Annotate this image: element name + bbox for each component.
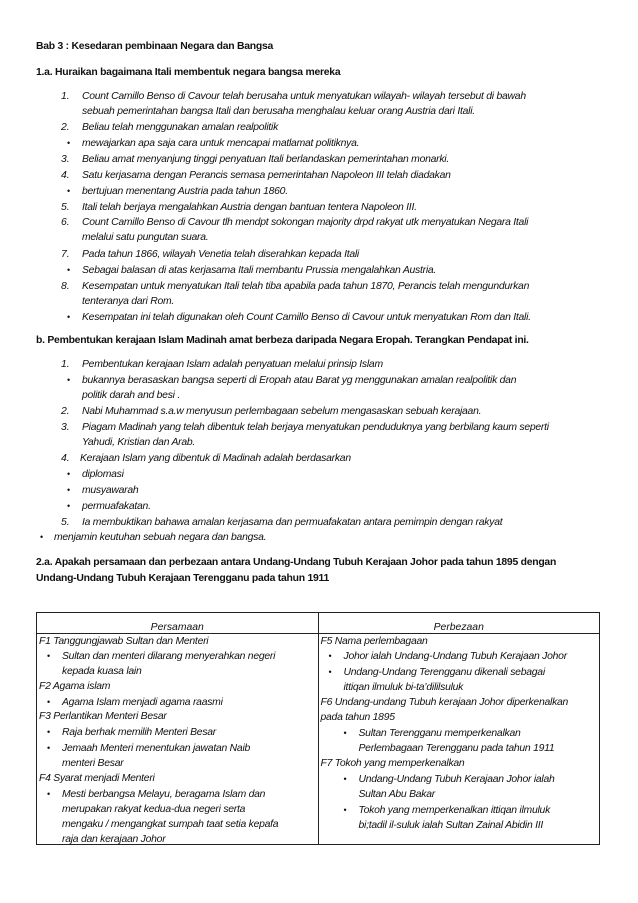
list-item-text: Yahudi, Kristian dan Arab.: [82, 437, 196, 448]
list-item-text: Count Camillo Benso di Cavour tlh mendpt sokongan majority drpd rakyat utk menyatukan Negara Itali: [82, 217, 529, 228]
list-number: 5.: [61, 517, 70, 528]
question-1a-heading: 1.a. Huraikan bagaimana Itali membentuk negara bangsa mereka: [36, 67, 341, 78]
table-cell-text: merupakan rakyat kedua-dua negeri serta: [62, 804, 246, 815]
table-cell-text: Tokoh yang memperkenalkan ittiqan ilmuluk: [358, 805, 551, 816]
bullet-icon: •: [67, 265, 71, 275]
list-number: 8.: [61, 281, 70, 292]
table-cell-text: raja dan kerajaan Johor: [62, 834, 166, 845]
list-item-text: Satu kerjasama dengan Perancis semasa pemerintahan Napoleon III telah diadakan: [82, 170, 451, 181]
list-number: 3.: [61, 154, 70, 165]
list-item-text: mewajarkan apa saja cara untuk mencapai matlamat politiknya.: [82, 138, 360, 149]
persamaan-cell: [37, 634, 319, 845]
table-cell-text: Raja berhak memilih Menteri Besar: [62, 727, 217, 738]
bullet-icon: •: [47, 727, 51, 737]
question-2a-heading: Undang-Undang Tubuh Kerajaan Terengganu pada tahun 1911: [36, 573, 329, 584]
bullet-icon: •: [67, 186, 71, 196]
feature-label: pada tahun 1895: [320, 712, 395, 723]
table-cell-text: kepada kuasa lain: [62, 666, 142, 677]
list-item-text: melalui satu pungutan suara.: [82, 232, 209, 243]
list-item-text: Kesempatan untuk menyatukan Itali telah tiba apabila pada tahun 1870, Perancis telah mengundurkan: [82, 281, 530, 292]
question-b-heading: b. Pembentukan kerajaan Islam Madinah amat berbeza daripada Negara Eropah. Terangkan Pendapat ini.: [36, 335, 529, 346]
table-cell-text: Agama Islam menjadi agama raasmi: [62, 697, 223, 708]
table-cell-text: menteri Besar: [62, 758, 124, 769]
list-item-text: bukannya berasaskan bangsa seperti di Eropah atau Barat yg menggunakan amalan realpolitik dan: [82, 375, 517, 386]
feature-label: F6 Undang-undang Tubuh kerajaan Johor diperkenalkan: [320, 697, 569, 708]
list-item-text: Sebagai balasan di atas kerjasama Itali membantu Prussia mengalahkan Austria.: [82, 265, 437, 276]
list-item-text: Kesempatan ini telah digunakan oleh Count Camillo Benso di Cavour untuk menyatukan Rom dan Itali.: [82, 312, 531, 323]
table-cell-text: Johor ialah Undang-Undang Tubuh Kerajaan Johor: [343, 651, 567, 662]
feature-label: F1 Tanggungjawab Sultan dan Menteri: [39, 636, 209, 647]
list-item-text: Pembentukan kerajaan Islam adalah penyatuan melalui prinsip Islam: [82, 359, 383, 370]
comparison-table: [36, 612, 600, 845]
bullet-icon: •: [67, 375, 71, 385]
list-item-text: Pada tahun 1866, wilayah Venetia telah diserahkan kepada Itali: [82, 249, 359, 260]
list-item-text: Beliau amat menyanjung tinggi penyatuan Itali berlandaskan pemerintahan monarki.: [82, 154, 450, 165]
bullet-icon: •: [47, 697, 51, 707]
table-cell-text: bi;tadil il-suluk ialah Sultan Zainal Abidin III: [358, 820, 544, 831]
list-item-text: Piagam Madinah yang telah dibentuk telah berjaya menyatukan penduduknya yang berbilang kaum seperti: [82, 422, 549, 433]
list-number: 6.: [61, 217, 70, 228]
bullet-icon: •: [343, 805, 347, 815]
feature-label: F2 Agama islam: [39, 681, 111, 692]
feature-label: F5 Nama perlembagaan: [320, 636, 428, 647]
list-item-text: Count Camillo Benso di Cavour telah berusaha untuk menyatukan wilayah- wilayah tersebut di bawah: [82, 91, 526, 102]
list-item-text: sebuah pemerintahan bangsa Itali dan berusaha menghalau keluar orang Austria dari Itali.: [82, 106, 475, 117]
table-cell-text: Jemaah Menteri menentukan jawatan Naib: [62, 743, 251, 754]
table-cell-text: Mesti berbangsa Melayu, beragama Islam dan: [62, 789, 266, 800]
bullet-icon: •: [47, 743, 51, 753]
list-number: 2.: [61, 406, 70, 417]
list-item-text: politik darah and besi .: [82, 390, 180, 401]
table-cell-text: ittiqan ilmuluk bi-ta’dililsuluk: [343, 682, 464, 693]
list-number: 7.: [61, 249, 70, 260]
list-number: 4.: [61, 453, 70, 464]
list-item-text: bertujuan menentang Austria pada tahun 1860.: [82, 186, 288, 197]
list-item-text: diplomasi: [82, 469, 124, 480]
list-item-text: menjamin keutuhan sebuah negara dan bangsa.: [54, 532, 267, 543]
bullet-icon: •: [67, 312, 71, 322]
table-cell-text: Sultan dan menteri dilarang menyerahkan negeri: [62, 651, 276, 662]
bullet-icon: •: [343, 728, 347, 738]
bullet-icon: •: [328, 651, 332, 661]
perbezaan-cell: [318, 634, 600, 845]
list-item-text: Nabi Muhammad s.a.w menyusun perlembagaan sebelum mengasaskan sebuah kerajaan.: [82, 406, 482, 417]
list-item-text: permuafakatan.: [82, 501, 151, 512]
bullet-icon: •: [343, 774, 347, 784]
list-number: 4.: [61, 170, 70, 181]
list-number: 2.: [61, 122, 70, 133]
list-item-text: Ia membuktikan bahawa amalan kerjasama dan permuafakatan antara pemimpin dengan rakyat: [82, 517, 503, 528]
question-2a-heading: 2.a. Apakah persamaan dan perbezaan antara Undang-Undang Tubuh Kerajaan Johor pada tahun 1895 dengan: [36, 557, 557, 568]
list-item-text: Kerajaan Islam yang dibentuk di Madinah adalah berdasarkan: [80, 453, 351, 464]
table-cell-text: Undang-Undang Terengganu dikenali sebagai: [343, 667, 545, 678]
table-cell-text: Perlembagaan Terengganu pada tahun 1911: [358, 743, 555, 754]
feature-label: F4 Syarat menjadi Menteri: [39, 773, 155, 784]
table-cell-text: Sultan Terengganu memperkenalkan: [358, 728, 521, 739]
table-header-persamaan: Persamaan: [37, 613, 319, 634]
list-item-text: Itali telah berjaya mengalahkan Austria dengan bantuan tentera Napoleon III.: [82, 202, 417, 213]
bullet-icon: •: [47, 789, 51, 799]
list-number: 1.: [61, 91, 70, 102]
list-number: 3.: [61, 422, 70, 433]
bullet-icon: •: [67, 501, 71, 511]
table-cell-text: Undang-Undang Tubuh Kerajaan Johor ialah: [358, 774, 555, 785]
table-header-perbezaan: Perbezaan: [318, 613, 600, 634]
list-item-text: musyawarah: [82, 485, 139, 496]
list-item-text: tenteranya dari Rom.: [82, 296, 175, 307]
table-cell-text: Sultan Abu Bakar: [358, 789, 435, 800]
bullet-icon: •: [67, 138, 71, 148]
list-item-text: Beliau telah menggunakan amalan realpolitik: [82, 122, 279, 133]
bullet-icon: •: [328, 667, 332, 677]
list-number: 5.: [61, 202, 70, 213]
bullet-icon: •: [47, 651, 51, 661]
list-number: 1.: [61, 359, 70, 370]
chapter-title: Bab 3 : Kesedaran pembinaan Negara dan Bangsa: [36, 41, 274, 52]
feature-label: F3 Perlantikan Menteri Besar: [39, 711, 167, 722]
table-cell-text: mengaku / mengangkat sumpah taat setia kepafa: [62, 819, 279, 830]
feature-label: F7 Tokoh yang memperkenalkan: [320, 758, 465, 769]
bullet-icon: •: [67, 469, 71, 479]
bullet-icon: •: [67, 485, 71, 495]
bullet-icon: •: [40, 532, 44, 542]
